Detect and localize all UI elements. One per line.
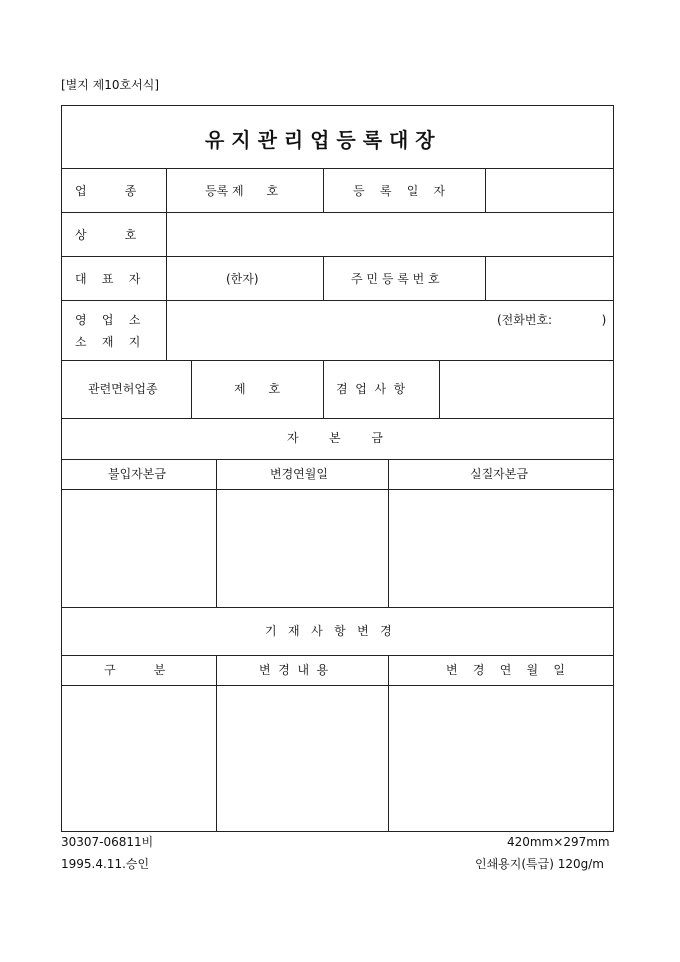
divider bbox=[323, 360, 324, 418]
capital-change-date-header: 변경연월일 bbox=[270, 467, 328, 481]
divider bbox=[61, 256, 614, 257]
divider bbox=[191, 360, 192, 418]
divider bbox=[61, 685, 614, 686]
divider bbox=[61, 418, 614, 419]
divider bbox=[323, 256, 324, 300]
form-title: 유 지 관 리 업 등 록 대 장 bbox=[205, 128, 435, 152]
representative-label: 대 표 자 bbox=[75, 272, 141, 286]
approval-date: 1995.4.11.승인 bbox=[61, 857, 150, 871]
divider bbox=[61, 212, 614, 213]
capital-heading: 자 본 금 bbox=[287, 431, 383, 445]
divider bbox=[61, 489, 614, 490]
divider bbox=[216, 459, 217, 607]
divider bbox=[61, 360, 614, 361]
paper-size: 420mm×297mm bbox=[507, 835, 610, 849]
hanja-label: (한자) bbox=[226, 272, 259, 286]
office-location-label-line2: 소 재 지 bbox=[75, 335, 141, 349]
divider bbox=[61, 459, 614, 460]
change-date-header: 변 경 연 월 일 bbox=[446, 663, 565, 677]
divider bbox=[61, 168, 614, 169]
phone-number-label: (전화번호: ) bbox=[497, 313, 607, 327]
related-license-label: 관련면허업종 bbox=[88, 382, 158, 396]
divider bbox=[216, 655, 217, 832]
paper-spec: 인쇄용지(특급) 120g/m bbox=[475, 857, 604, 871]
concurrent-business-label: 겸 업 사 항 bbox=[336, 382, 406, 396]
paid-in-capital-header: 불입자본금 bbox=[108, 467, 166, 481]
changes-heading: 기 재 사 항 변 경 bbox=[265, 624, 392, 638]
divider bbox=[61, 655, 614, 656]
divider bbox=[439, 360, 440, 418]
divider bbox=[388, 655, 389, 832]
form-code: 30307-06811비 bbox=[61, 835, 154, 849]
trade-name-label: 상 호 bbox=[75, 228, 137, 242]
registration-date-label: 등 록 일 자 bbox=[353, 184, 446, 198]
business-type-label: 업 종 bbox=[75, 184, 137, 198]
divider bbox=[166, 168, 167, 360]
registration-number-label: 등록 제 호 bbox=[205, 184, 279, 198]
divider bbox=[323, 168, 324, 212]
divider bbox=[485, 256, 486, 300]
category-header: 구 분 bbox=[104, 663, 166, 677]
resident-number-label: 주 민 등 록 번 호 bbox=[351, 272, 440, 286]
divider bbox=[388, 459, 389, 607]
change-details-header: 변 경 내 용 bbox=[259, 663, 329, 677]
real-capital-header: 실질자본금 bbox=[470, 467, 528, 481]
divider bbox=[61, 300, 614, 301]
form-reference: [별지 제10호서식] bbox=[61, 78, 159, 92]
office-location-label-line1: 영 업 소 bbox=[75, 313, 141, 327]
license-number-label: 제 호 bbox=[234, 382, 281, 396]
divider bbox=[61, 607, 614, 608]
divider bbox=[485, 168, 486, 212]
